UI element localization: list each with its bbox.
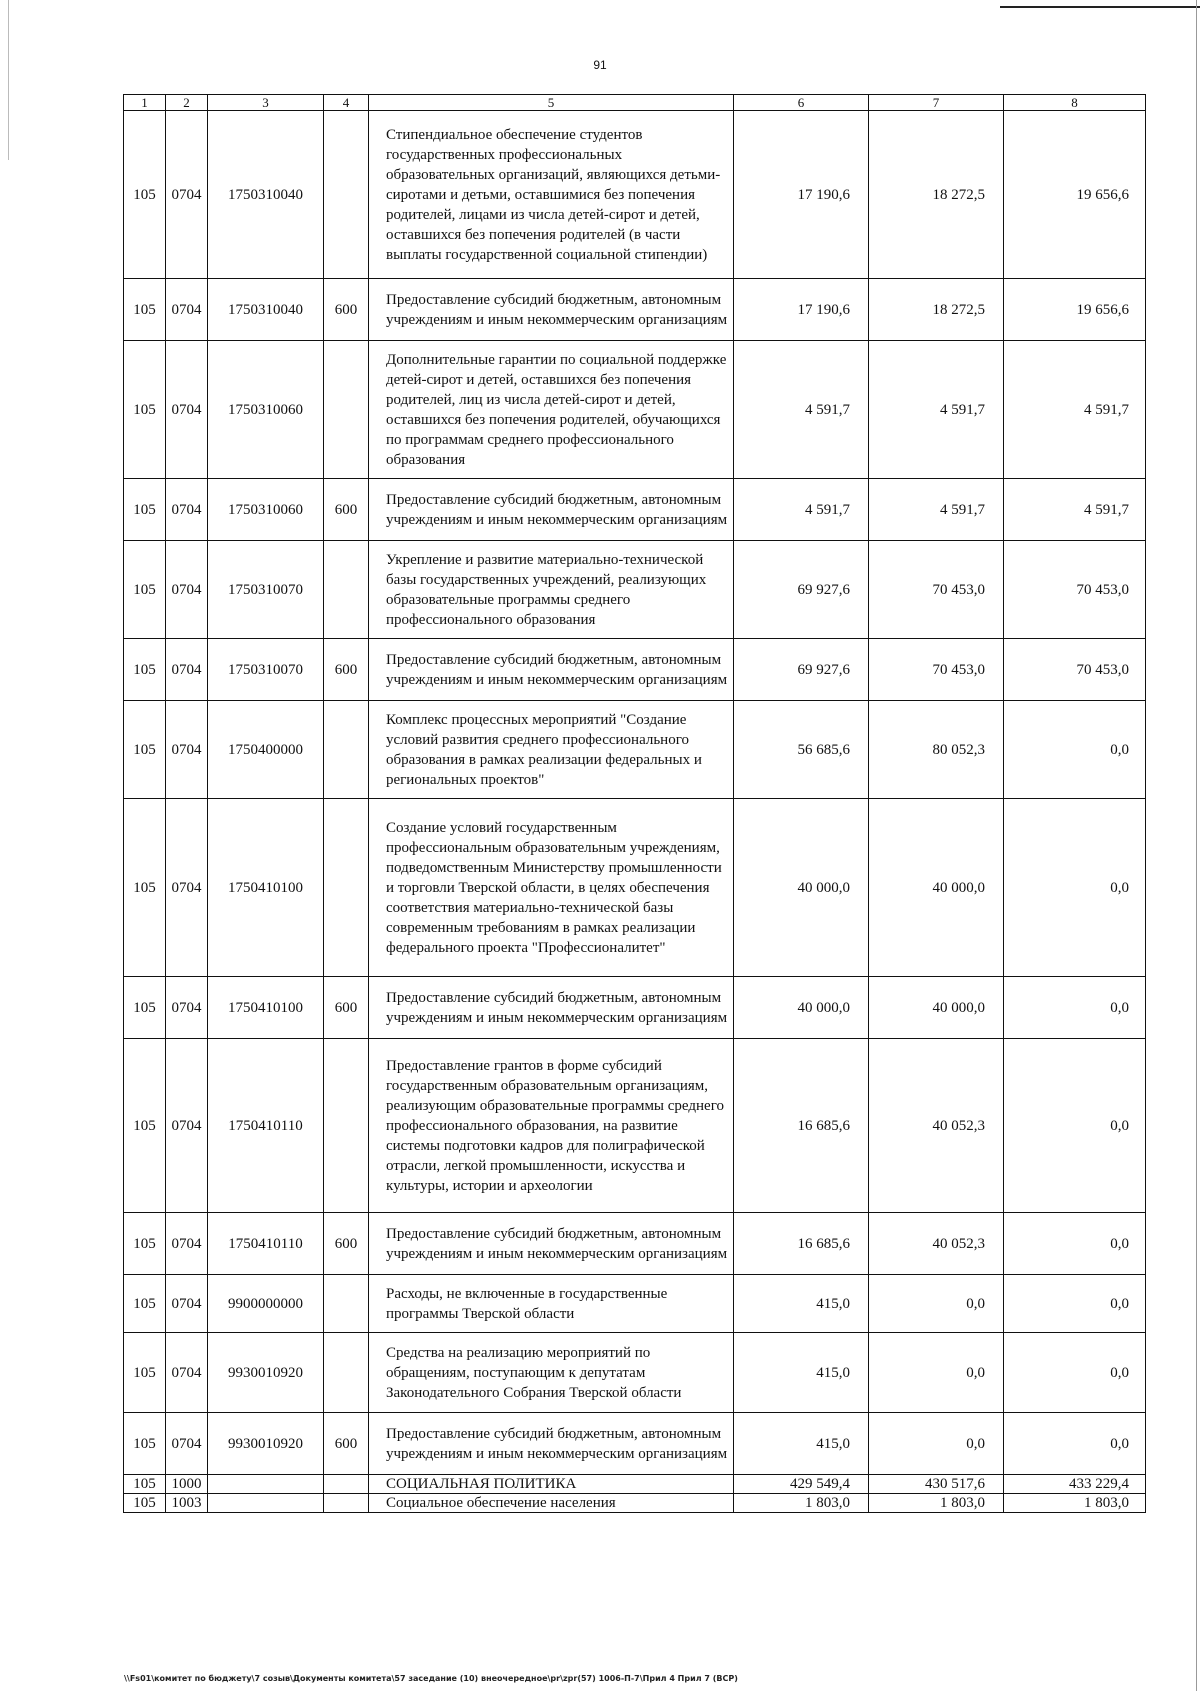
scan-edge-line [8, 0, 9, 160]
description-cell: Средства на реализацию мероприятий по обращениям, поступающим к депутатам Законодательного Собрания Тверской области [369, 1333, 734, 1413]
amount-cell: 19 656,6 [1004, 111, 1146, 279]
description-cell: Предоставление субсидий бюджетным, автономным учреждениям и иным некоммерческим организациям [369, 977, 734, 1039]
header-row [124, 95, 1146, 111]
section-cell: 0704 [166, 479, 208, 541]
code-cell: 105 [124, 1413, 166, 1475]
expense-type-cell [324, 111, 369, 279]
amount-cell: 40 000,0 [869, 977, 1004, 1039]
target-article-cell: 1750310070 [208, 639, 324, 701]
expense-type-cell [324, 1494, 369, 1513]
target-article-cell: 1750410110 [208, 1213, 324, 1275]
code-cell: 105 [124, 799, 166, 977]
amount-cell: 4 591,7 [869, 479, 1004, 541]
amount-cell: 16 685,6 [734, 1213, 869, 1275]
amount-cell: 17 190,6 [734, 111, 869, 279]
amount-cell: 70 453,0 [1004, 541, 1146, 639]
section-cell: 0704 [166, 279, 208, 341]
amount-cell: 0,0 [1004, 1275, 1146, 1333]
amount-cell: 0,0 [1004, 1213, 1146, 1275]
header-cell: 7 [869, 95, 1004, 111]
amount-cell: 0,0 [1004, 1039, 1146, 1213]
header-cell: 1 [124, 95, 166, 111]
expense-type-cell [324, 341, 369, 479]
amount-cell: 1 803,0 [1004, 1494, 1146, 1513]
amount-cell: 40 000,0 [869, 799, 1004, 977]
amount-cell: 40 052,3 [869, 1213, 1004, 1275]
section-cell: 0704 [166, 799, 208, 977]
expense-type-cell [324, 1333, 369, 1413]
target-article-cell: 1750310060 [208, 341, 324, 479]
expense-type-cell: 600 [324, 479, 369, 541]
description-cell: Дополнительные гарантии по социальной поддержке детей-сирот и детей, оставшихся без попечения родителей, лиц из числа детей-сирот и детей, оставшихся без попечения родителей, обучающихся по программам среднего профессионального образования [369, 341, 734, 479]
table-row [124, 701, 1146, 799]
expense-type-cell [324, 1275, 369, 1333]
amount-cell: 4 591,7 [734, 341, 869, 479]
description-cell: Создание условий государственным профессиональным образовательным учреждениям, подведомственным Министерству промышленности и торговли Тверской области, в целях обеспечения соответствия материально-технической базы современным требованиям в рамках реализации федерального проекта "Профессионалитет" [369, 799, 734, 977]
amount-cell: 0,0 [1004, 799, 1146, 977]
description-cell: Социальное обеспечение населения [369, 1494, 734, 1513]
amount-cell: 40 052,3 [869, 1039, 1004, 1213]
target-article-cell: 9930010920 [208, 1413, 324, 1475]
section-cell: 0704 [166, 701, 208, 799]
expense-type-cell: 600 [324, 1213, 369, 1275]
amount-cell: 70 453,0 [1004, 639, 1146, 701]
table-row [124, 1039, 1146, 1213]
expense-type-cell: 600 [324, 1413, 369, 1475]
amount-cell: 70 453,0 [869, 541, 1004, 639]
amount-cell: 56 685,6 [734, 701, 869, 799]
amount-cell: 415,0 [734, 1333, 869, 1413]
target-article-cell: 9930010920 [208, 1333, 324, 1413]
description-cell: Укрепление и развитие материально-технической базы государственных учреждений, реализующих образовательные программы среднего профессионального образования [369, 541, 734, 639]
section-cell: 0704 [166, 541, 208, 639]
table-row [124, 541, 1146, 639]
target-article-cell: 1750310060 [208, 479, 324, 541]
target-article-cell: 1750410110 [208, 1039, 324, 1213]
target-article-cell: 1750310040 [208, 279, 324, 341]
table-row [124, 977, 1146, 1039]
target-article-cell: 1750400000 [208, 701, 324, 799]
amount-cell: 4 591,7 [1004, 479, 1146, 541]
header-cell: 2 [166, 95, 208, 111]
target-article-cell: 1750410100 [208, 799, 324, 977]
code-cell: 105 [124, 1213, 166, 1275]
code-cell: 105 [124, 639, 166, 701]
amount-cell: 70 453,0 [869, 639, 1004, 701]
amount-cell: 1 803,0 [869, 1494, 1004, 1513]
amount-cell: 18 272,5 [869, 279, 1004, 341]
expense-type-cell: 600 [324, 279, 369, 341]
description-cell: Предоставление субсидий бюджетным, автономным учреждениям и иным некоммерческим организациям [369, 479, 734, 541]
table-row [124, 1275, 1146, 1333]
scan-edge-line [1000, 6, 1200, 8]
code-cell: 105 [124, 1333, 166, 1413]
amount-cell: 0,0 [869, 1275, 1004, 1333]
target-article-cell: 1750310070 [208, 541, 324, 639]
section-cell: 0704 [166, 977, 208, 1039]
budget-table [123, 94, 1146, 1513]
header-cell: 6 [734, 95, 869, 111]
table-row [124, 1413, 1146, 1475]
code-cell: 105 [124, 111, 166, 279]
table-row [124, 1475, 1146, 1494]
amount-cell: 40 000,0 [734, 799, 869, 977]
description-cell: Комплекс процессных мероприятий "Создание условий развития среднего профессионального образования в рамках реализации федеральных и региональных проектов" [369, 701, 734, 799]
scan-edge-line [1196, 0, 1197, 1691]
target-article-cell: 9900000000 [208, 1275, 324, 1333]
description-cell: Предоставление субсидий бюджетным, автономным учреждениям и иным некоммерческим организациям [369, 1413, 734, 1475]
target-article-cell [208, 1494, 324, 1513]
amount-cell: 1 803,0 [734, 1494, 869, 1513]
header-cell: 5 [369, 95, 734, 111]
section-cell: 1000 [166, 1475, 208, 1494]
amount-cell: 0,0 [1004, 1413, 1146, 1475]
amount-cell: 429 549,4 [734, 1475, 869, 1494]
expense-type-cell [324, 541, 369, 639]
page-number: 91 [593, 58, 607, 72]
section-cell: 1003 [166, 1494, 208, 1513]
table-row [124, 111, 1146, 279]
code-cell: 105 [124, 279, 166, 341]
description-cell: Предоставление субсидий бюджетным, автономным учреждениям и иным некоммерческим организациям [369, 1213, 734, 1275]
header-cell: 8 [1004, 95, 1146, 111]
section-cell: 0704 [166, 1039, 208, 1213]
expense-type-cell: 600 [324, 639, 369, 701]
target-article-cell: 1750410100 [208, 977, 324, 1039]
expense-type-cell [324, 701, 369, 799]
table-row [124, 479, 1146, 541]
amount-cell: 0,0 [1004, 1333, 1146, 1413]
amount-cell: 0,0 [869, 1333, 1004, 1413]
section-cell: 0704 [166, 639, 208, 701]
amount-cell: 80 052,3 [869, 701, 1004, 799]
code-cell: 105 [124, 1475, 166, 1494]
code-cell: 105 [124, 1039, 166, 1213]
amount-cell: 4 591,7 [734, 479, 869, 541]
header-cell: 4 [324, 95, 369, 111]
section-cell: 0704 [166, 1333, 208, 1413]
code-cell: 105 [124, 977, 166, 1039]
amount-cell: 415,0 [734, 1275, 869, 1333]
description-cell: Стипендиальное обеспечение студентов государственных профессиональных образовательных организаций, являющихся детьми-сиротами и детьми, оставшимися без попечения родителей, лицами из числа детей-сирот и детей, оставшихся без попечения родителей (в части выплаты государственной социальной стипендии) [369, 111, 734, 279]
description-cell: Предоставление грантов в форме субсидий государственным образовательным организациям, реализующим образовательные программы среднего профессионального образования, на развитие системы подготовки кадров для полиграфической отрасли, легкой промышленности, искусства и культуры, истории и археологии [369, 1039, 734, 1213]
section-cell: 0704 [166, 1413, 208, 1475]
amount-cell: 0,0 [1004, 977, 1146, 1039]
amount-cell: 19 656,6 [1004, 279, 1146, 341]
code-cell: 105 [124, 479, 166, 541]
amount-cell: 16 685,6 [734, 1039, 869, 1213]
amount-cell: 4 591,7 [869, 341, 1004, 479]
description-cell: Расходы, не включенные в государственные программы Тверской области [369, 1275, 734, 1333]
table-row [124, 1494, 1146, 1513]
code-cell: 105 [124, 701, 166, 799]
target-article-cell: 1750310040 [208, 111, 324, 279]
amount-cell: 40 000,0 [734, 977, 869, 1039]
amount-cell: 433 229,4 [1004, 1475, 1146, 1494]
expense-type-cell [324, 1475, 369, 1494]
code-cell: 105 [124, 341, 166, 479]
code-cell: 105 [124, 1494, 166, 1513]
amount-cell: 0,0 [869, 1413, 1004, 1475]
description-cell: Предоставление субсидий бюджетным, автономным учреждениям и иным некоммерческим организациям [369, 639, 734, 701]
code-cell: 105 [124, 1275, 166, 1333]
section-cell: 0704 [166, 341, 208, 479]
header-cell: 3 [208, 95, 324, 111]
expense-type-cell: 600 [324, 977, 369, 1039]
table-row [124, 279, 1146, 341]
table-row [124, 639, 1146, 701]
expense-type-cell [324, 1039, 369, 1213]
expense-type-cell [324, 799, 369, 977]
table-row [124, 341, 1146, 479]
amount-cell: 415,0 [734, 1413, 869, 1475]
description-cell: СОЦИАЛЬНАЯ ПОЛИТИКА [369, 1475, 734, 1494]
amount-cell: 18 272,5 [869, 111, 1004, 279]
amount-cell: 4 591,7 [1004, 341, 1146, 479]
file-path-footer: \\Fs01\комитет по бюджету\7 созыв\Документы комитета\57 заседание (10) внеочередное\pr\zpr(57) 1006-П-7\Прил 4 Прил 7 (ВСР) [124, 1674, 738, 1683]
amount-cell: 430 517,6 [869, 1475, 1004, 1494]
table-row [124, 1213, 1146, 1275]
target-article-cell [208, 1475, 324, 1494]
amount-cell: 0,0 [1004, 701, 1146, 799]
amount-cell: 69 927,6 [734, 541, 869, 639]
description-cell: Предоставление субсидий бюджетным, автономным учреждениям и иным некоммерческим организациям [369, 279, 734, 341]
section-cell: 0704 [166, 1213, 208, 1275]
section-cell: 0704 [166, 111, 208, 279]
section-cell: 0704 [166, 1275, 208, 1333]
table-row [124, 799, 1146, 977]
amount-cell: 17 190,6 [734, 279, 869, 341]
code-cell: 105 [124, 541, 166, 639]
amount-cell: 69 927,6 [734, 639, 869, 701]
table-row [124, 1333, 1146, 1413]
